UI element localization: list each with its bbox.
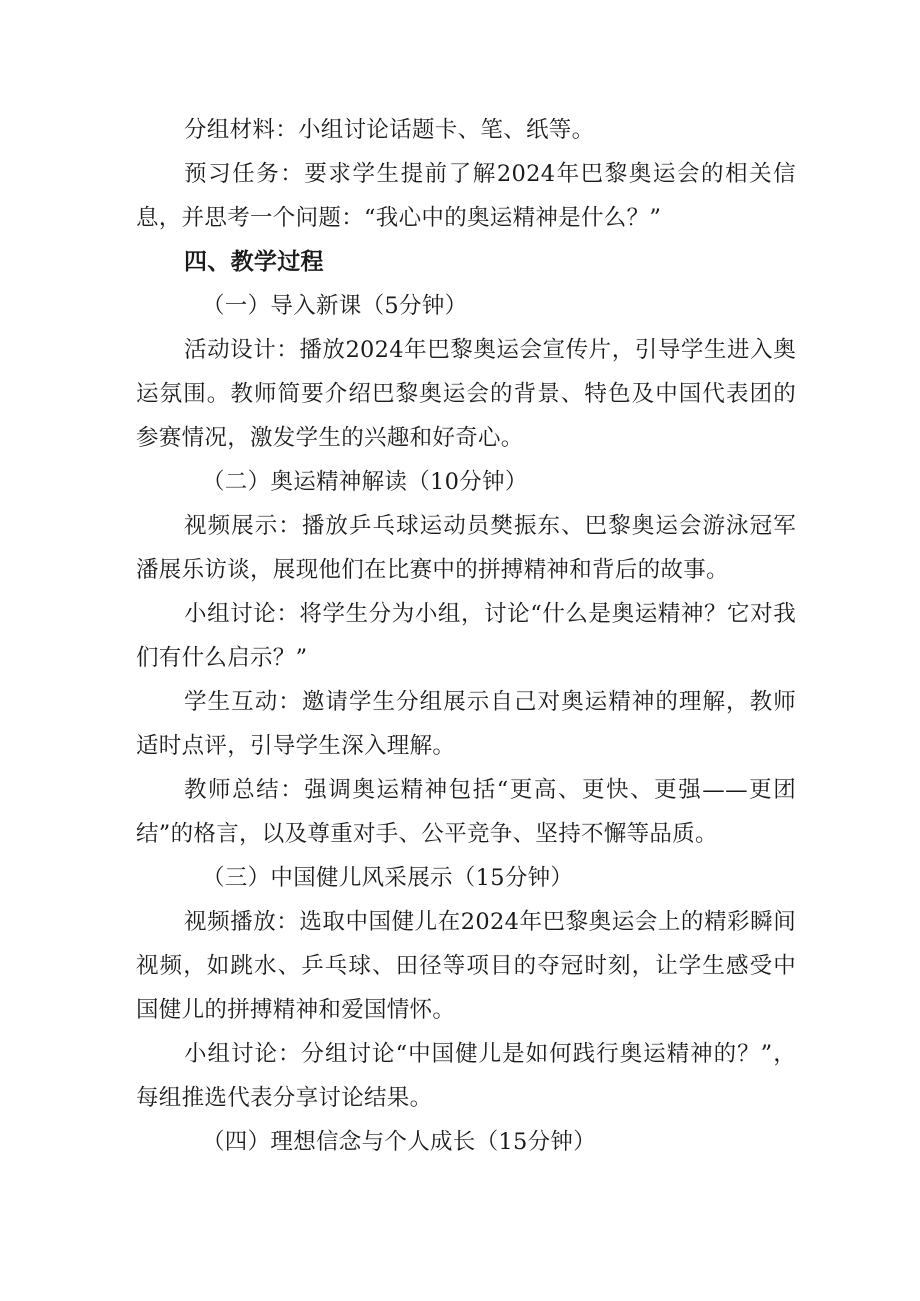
paragraph-teacher-summary: 教师总结：强调奥运精神包括“更高、更快、更强——更团结”的格言，以及尊重对手、公平竞争、坚持不懈等品质。 xyxy=(136,777,796,847)
paragraph-group-discussion-2: 小组讨论：分组讨论“中国健儿是如何践行奥运精神的？”，每组推选代表分享讨论结果。 xyxy=(136,1041,796,1111)
paragraph-video-playback: 视频播放：选取中国健儿在2024年巴黎奥运会上的精彩瞬间视频，如跳水、乒乓球、田径等项目的夺冠时刻，让学生感受中国健儿的拼搏精神和爱国情怀。 xyxy=(136,909,796,1023)
paragraph-group-materials: 分组材料：小组讨论话题卡、笔、纸等。 xyxy=(184,117,595,143)
paragraph-video-display: 视频展示：播放乒乓球运动员樊振东、巴黎奥运会游泳冠军潘展乐访谈，展现他们在比赛中的拼搏精神和背后的故事。 xyxy=(136,513,796,583)
paragraph-student-interaction: 学生互动：邀请学生分组展示自己对奥运精神的理解，教师适时点评，引导学生深入理解。 xyxy=(136,689,796,759)
subheading-introduction: （一）导入新课（5分钟） xyxy=(202,293,468,319)
document-body xyxy=(136,108,796,1164)
paragraph-group-discussion-1: 小组讨论：将学生分为小组，讨论“什么是奥运精神？它对我们有什么启示？” xyxy=(136,601,796,671)
section-heading-teaching-process: 四、教学过程 xyxy=(184,249,324,275)
subheading-ideals-growth: （四）理想信念与个人成长（15分钟） xyxy=(202,1129,597,1155)
subheading-chinese-athletes: （三）中国健儿风采展示（15分钟） xyxy=(202,865,574,891)
paragraph-activity-design: 活动设计：播放2024年巴黎奥运会宣传片，引导学生进入奥运氛围。教师简要介绍巴黎奥运会的背景、特色及中国代表团的参赛情况，激发学生的兴趣和好奇心。 xyxy=(136,337,796,451)
paragraph-preview-task: 预习任务：要求学生提前了解2024年巴黎奥运会的相关信息，并思考一个问题：“我心中的奥运精神是什么？” xyxy=(136,161,796,231)
subheading-olympic-spirit: （二）奥运精神解读（10分钟） xyxy=(202,469,528,495)
